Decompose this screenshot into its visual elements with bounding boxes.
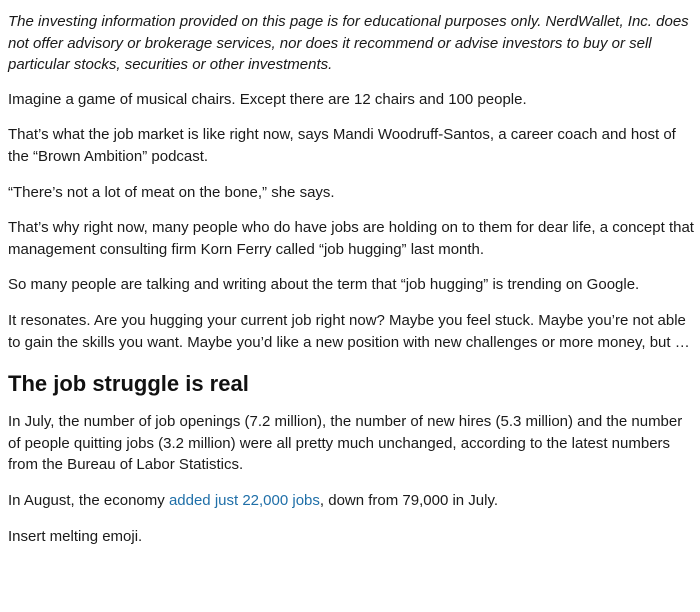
paragraph: It resonates. Are you hugging your current job right now? Maybe you feel stuck. Maybe you’re not able to gain the skills you want. Maybe you’d like a new position with new challenges or more money, but … <box>8 311 690 351</box>
paragraph: Imagine a game of musical chairs. Except there are 12 chairs and 100 people. <box>8 90 527 108</box>
paragraph: So many people are talking and writing about the term that “job hugging” is trending on Google. <box>8 276 640 294</box>
paragraph: Insert melting emoji. <box>8 527 143 545</box>
investing-disclaimer: The investing information provided on this page is for educational purposes only. NerdWallet, Inc. does not offer advisory or brokerage services, nor does it recommend or advise investors to buy or sell particular stocks, securities or other investments. <box>8 13 689 74</box>
text: In August, the economy <box>8 491 169 509</box>
section-heading: The job struggle is real <box>8 371 249 397</box>
paragraph-august <box>8 490 696 512</box>
text: , down from 79,000 in July. <box>319 491 499 509</box>
paragraph: That’s why right now, many people who do have jobs are holding on to them for dear life, a concept that management consulting firm Korn Ferry called “job hugging” last month. <box>8 219 694 258</box>
paragraph: “There’s not a lot of meat on the bone,” she says. <box>8 183 335 201</box>
paragraph: That’s what the job market is like right now, says Mandi Woodruff-Santos, a career coach and host of the “Brown Ambition” podcast. <box>8 126 676 165</box>
jobs-report-link[interactable]: added just 22,000 jobs <box>168 491 320 509</box>
paragraph: In July, the number of job openings (7.2 million), the number of new hires (5.3 million) and the number of people quitting jobs (3.2 million) were all pretty much unchanged, according to the latest numbers from the Bureau of Labor Statistics. <box>8 413 683 474</box>
